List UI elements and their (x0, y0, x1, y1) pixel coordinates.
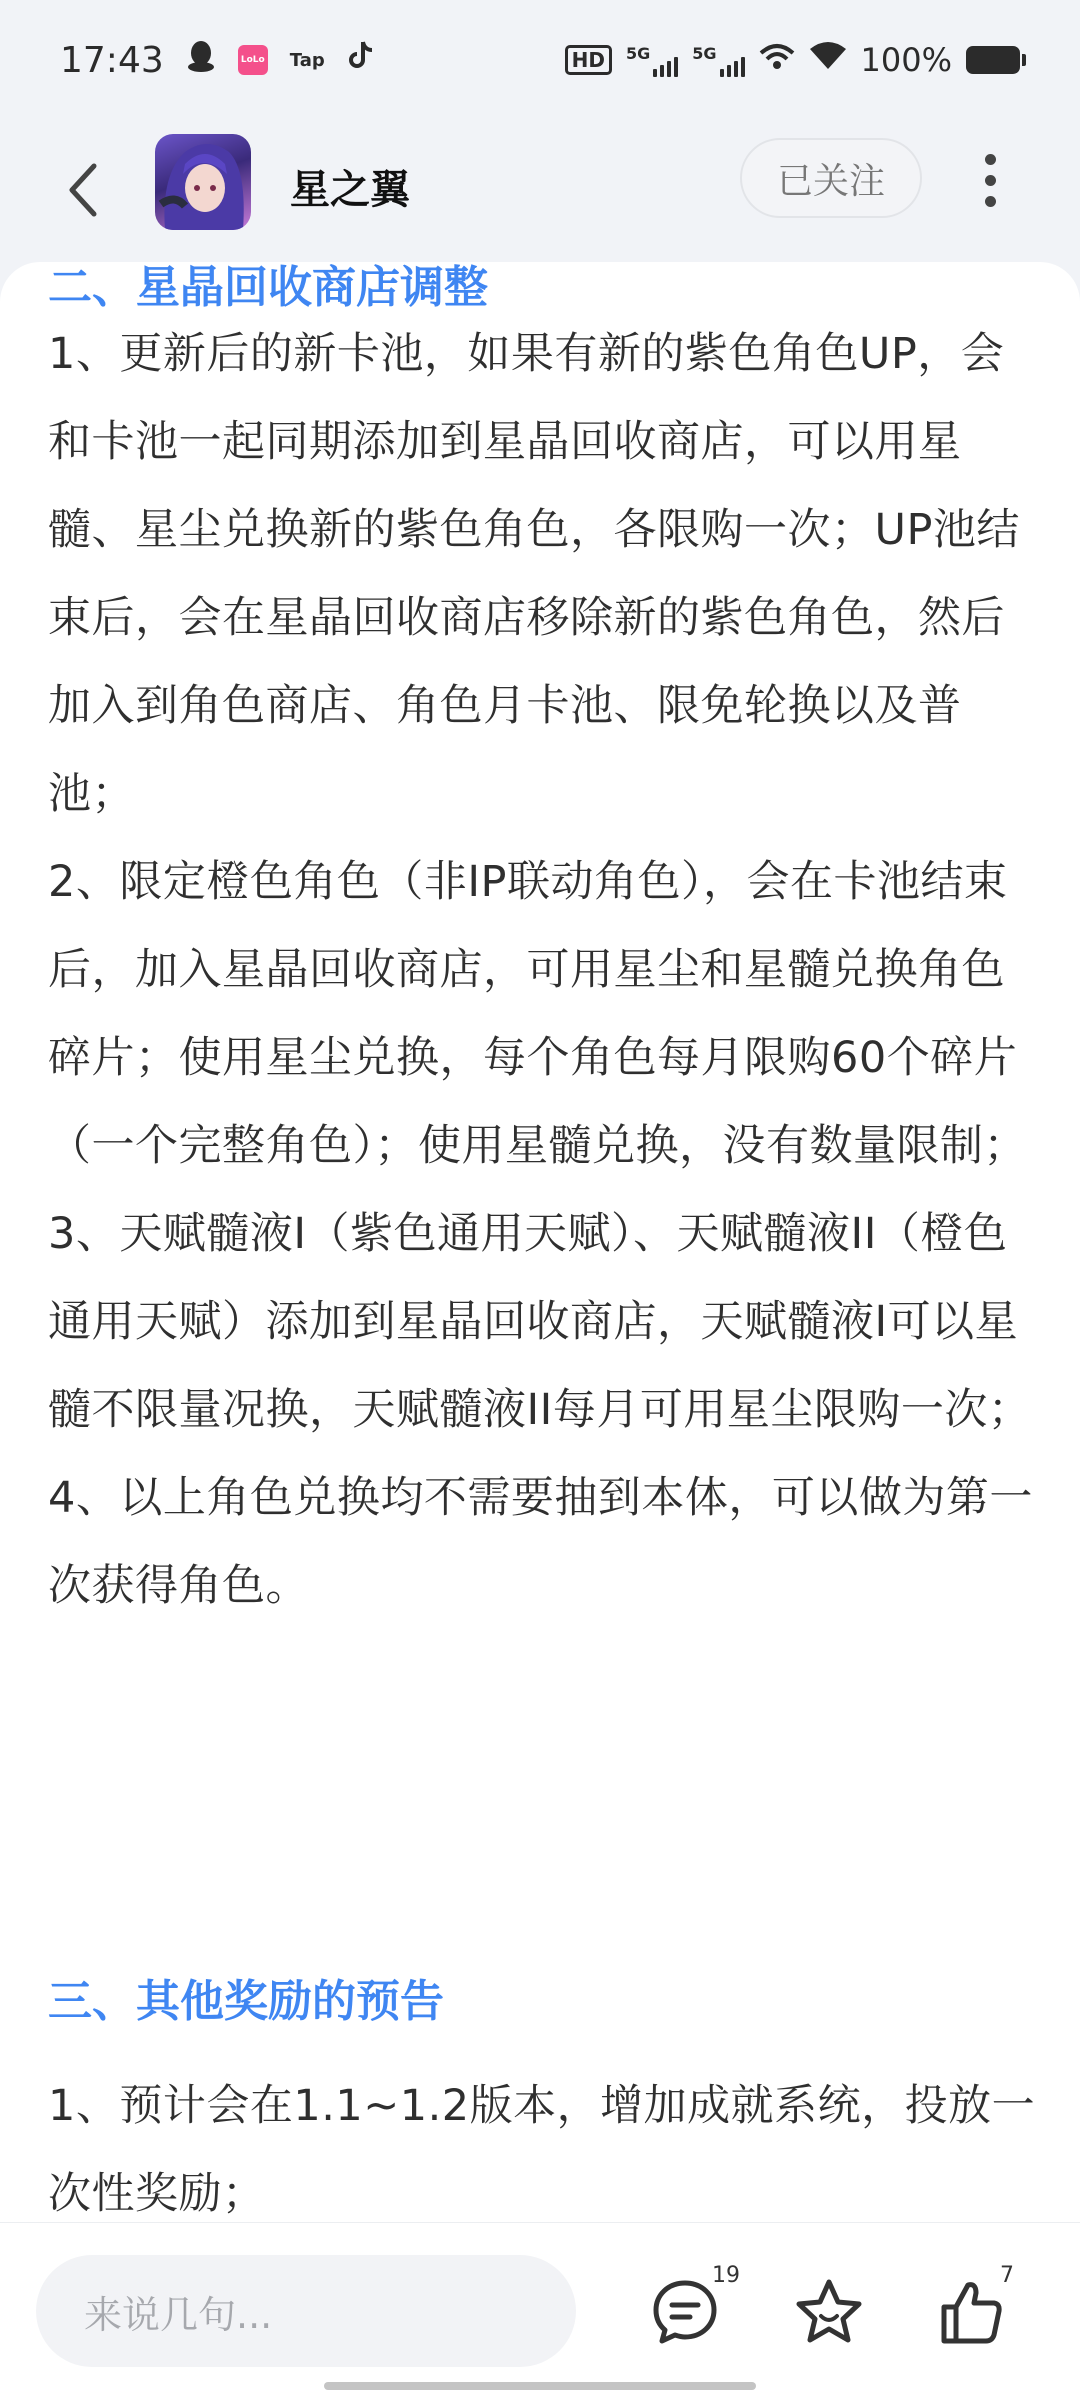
qq-notification-icon (186, 39, 216, 82)
tiktok-notification-icon (347, 40, 375, 81)
hd-voice-icon: HD (565, 45, 612, 75)
battery-percent: 100% (860, 41, 952, 79)
signal-5g-icon-1 (626, 44, 678, 77)
back-button[interactable] (52, 154, 112, 226)
channel-avatar[interactable] (155, 134, 251, 230)
section-title-3: 三、其他奖励的预告 (48, 1976, 444, 2027)
battery-icon (966, 46, 1020, 74)
section2-item-2: 2、限定橙色角色（非IP联动角色），会在卡池结束后，加入星晶回收商店，可用星尘和星髓兑换角色碎片；使用星尘兑换，每个角色每月限购60个碎片（一个完整角色）；使用星髓兑换，没有数量限制； (48, 857, 1027, 1171)
bottom-action-bar (0, 2222, 1080, 2401)
comment-bubble-icon (650, 2277, 720, 2347)
channel-name[interactable]: 星之翼 (290, 167, 410, 213)
section2-item-1: 1、更新后的新卡池，如果有新的紫色角色UP，会和卡池一起同期添加到星晶回收商店，可以用星髓、星尘兑换新的紫色角色，各限购一次；UP池结束后，会在星晶回收商店移除新的紫色角色，然后加入到角色商店、角色月卡池、限免轮换以及普池； (48, 329, 1020, 819)
follow-button[interactable]: 已关注 (740, 138, 922, 218)
hotspot-icon (759, 41, 795, 79)
more-vertical-icon (985, 154, 996, 165)
section2-item-3: 3、天赋髓液I（紫色通用天赋）、天赋髓液II（橙色通用天赋）添加到星晶回收商店，天赋髓液I可以星髓不限量况换，天赋髓液II每月可用星尘限购一次； (48, 1209, 1032, 1435)
more-options-button[interactable] (972, 150, 1008, 210)
section2-item-4: 4、以上角色兑换均不需要抽到本体，可以做为第一次获得角色。 (48, 1473, 1033, 1611)
lolo-notification-icon: LoLo (238, 45, 268, 75)
thumbs-up-icon (936, 2277, 1006, 2347)
signal-5g-icon-2 (692, 44, 744, 77)
status-bar (0, 0, 1080, 120)
tap-notification-icon: Tap (289, 49, 325, 71)
network-type-label-2: 5G (692, 43, 717, 63)
chevron-left-icon (64, 160, 100, 220)
wifi-icon (809, 41, 847, 79)
article-content[interactable] (0, 262, 1080, 2222)
comment-count: 19 (712, 2263, 740, 2288)
section-title-2: 二、星晶回收商店调整 (48, 262, 488, 313)
like-count: 7 (1000, 2263, 1014, 2288)
network-type-label: 5G (625, 43, 651, 63)
favorite-button[interactable] (784, 2267, 874, 2357)
star-icon (793, 2276, 865, 2348)
channel-header (0, 120, 1080, 260)
comment-input[interactable]: 来说几句... (36, 2255, 576, 2367)
status-time: 17:43 (60, 39, 164, 81)
home-indicator[interactable] (324, 2382, 756, 2390)
section3-item-1: 1、预计会在1.1~1.2版本，增加成就系统，投放一次性奖励； (48, 2081, 1036, 2219)
